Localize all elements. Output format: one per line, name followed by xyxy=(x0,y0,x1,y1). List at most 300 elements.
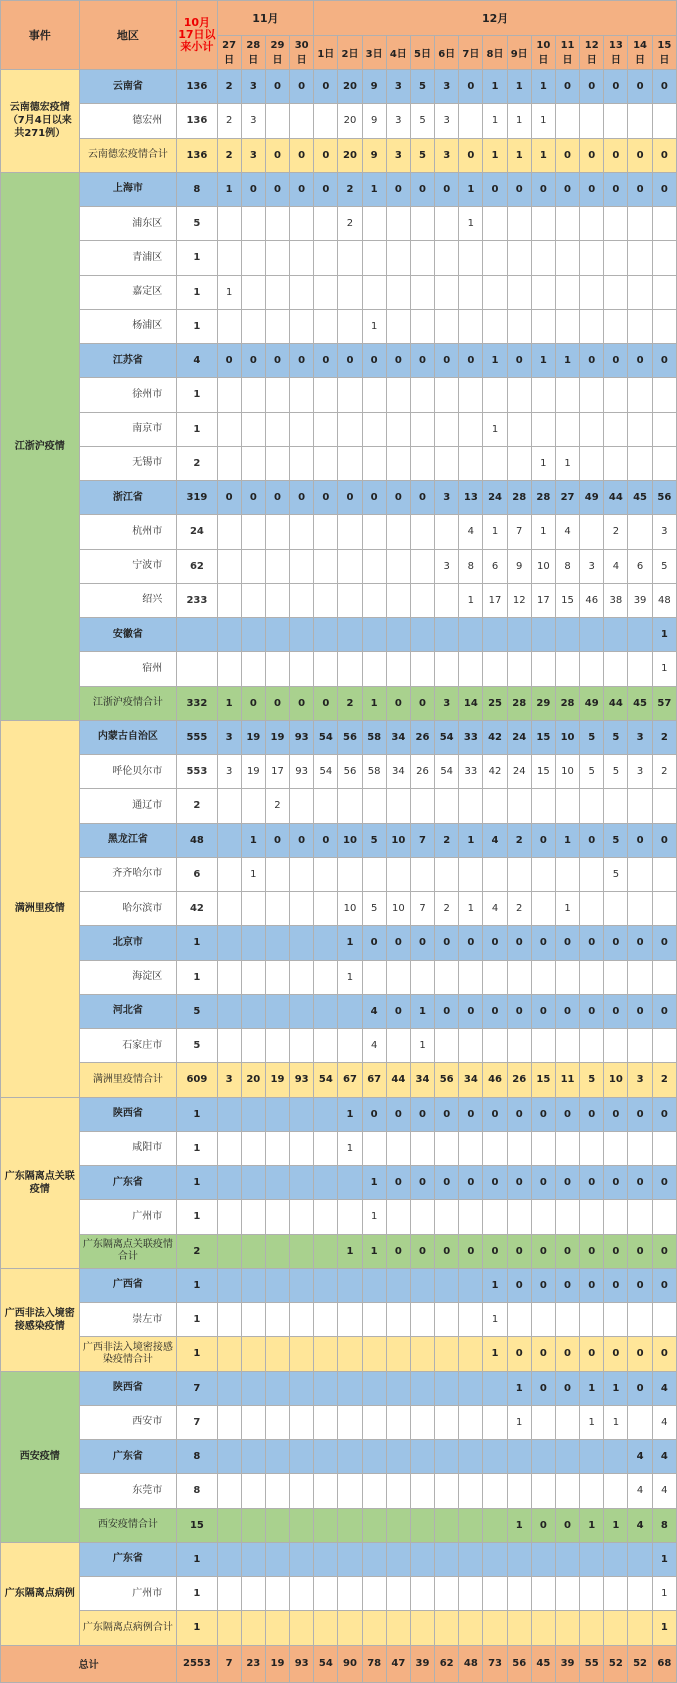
day-value-cell xyxy=(217,1234,241,1268)
day-value-cell xyxy=(459,652,483,686)
day-value-cell: 0 xyxy=(604,172,628,206)
day-value-cell: 1 xyxy=(459,583,483,617)
day-value-cell: 0 xyxy=(459,344,483,378)
day-value-cell xyxy=(217,1611,241,1645)
day-value-cell: 0 xyxy=(604,1337,628,1371)
day-value-cell: 0 xyxy=(459,994,483,1028)
region-label: 云南德宏疫情合计 xyxy=(79,138,177,172)
day-value-cell: 3 xyxy=(386,70,410,104)
day-value-cell xyxy=(507,1474,531,1508)
day-value-cell xyxy=(555,378,579,412)
day-value-cell: 1 xyxy=(459,892,483,926)
day-value-cell: 3 xyxy=(241,104,265,138)
day-value-cell: 0 xyxy=(459,1234,483,1268)
city-row xyxy=(1,1577,677,1611)
day-value-cell: 0 xyxy=(531,1097,555,1131)
day-value-cell: 4 xyxy=(628,1508,652,1542)
day-value-cell xyxy=(265,1097,289,1131)
region-label: 江苏省 xyxy=(79,344,177,378)
day-value-cell xyxy=(217,1200,241,1234)
day-value-cell: 58 xyxy=(362,755,386,789)
subtotal-cell: 1 xyxy=(177,1097,217,1131)
day-value-cell xyxy=(459,1440,483,1474)
day-value-cell xyxy=(314,207,338,241)
day-value-cell xyxy=(459,618,483,652)
day-value-cell: 10 xyxy=(555,720,579,754)
day-value-cell: 0 xyxy=(580,1268,604,1302)
day-value-cell xyxy=(459,1268,483,1302)
day-value-cell xyxy=(217,960,241,994)
total-day-cell: 52 xyxy=(604,1645,628,1682)
day-value-cell xyxy=(241,1097,265,1131)
day-value-cell xyxy=(217,994,241,1028)
day-value-cell xyxy=(555,309,579,343)
day-value-cell xyxy=(241,1029,265,1063)
day-value-cell: 0 xyxy=(507,1166,531,1200)
day-value-cell xyxy=(362,1542,386,1576)
day-value-cell xyxy=(652,1029,676,1063)
day-value-cell: 1 xyxy=(338,1131,362,1165)
day-value-cell xyxy=(435,789,459,823)
day-value-cell xyxy=(314,549,338,583)
day-value-cell xyxy=(435,1577,459,1611)
day-value-cell: 0 xyxy=(265,481,289,515)
subtotal-cell: 1 xyxy=(177,926,217,960)
day-value-cell xyxy=(314,618,338,652)
day-value-cell: 26 xyxy=(507,1063,531,1097)
day-value-cell: 0 xyxy=(410,1097,434,1131)
day-value-cell: 0 xyxy=(435,926,459,960)
day-value-cell xyxy=(362,1508,386,1542)
province-row xyxy=(1,1542,677,1576)
day-value-cell: 0 xyxy=(507,172,531,206)
day-value-cell xyxy=(265,1440,289,1474)
day-value-cell: 14 xyxy=(459,686,483,720)
subtotal-cell: 1 xyxy=(177,960,217,994)
day-value-cell xyxy=(265,446,289,480)
day-value-cell xyxy=(507,1200,531,1234)
day-value-cell xyxy=(555,1029,579,1063)
day-value-cell xyxy=(435,412,459,446)
day-value-cell xyxy=(410,1405,434,1439)
day-value-cell: 2 xyxy=(604,515,628,549)
day-value-cell: 1 xyxy=(483,515,507,549)
day-value-cell xyxy=(531,412,555,446)
region-label: 陕西省 xyxy=(79,1097,177,1131)
day-value-cell xyxy=(338,1611,362,1645)
day-value-cell xyxy=(628,1577,652,1611)
day-value-cell xyxy=(410,1303,434,1337)
day-value-cell xyxy=(580,892,604,926)
city-row xyxy=(1,515,677,549)
day-value-cell: 0 xyxy=(555,1508,579,1542)
day-value-cell: 4 xyxy=(362,1029,386,1063)
day-value-cell xyxy=(459,1200,483,1234)
region-label: 西安疫情合计 xyxy=(79,1508,177,1542)
day-value-cell xyxy=(580,1200,604,1234)
day-value-cell: 0 xyxy=(555,1234,579,1268)
day-value-cell xyxy=(217,789,241,823)
day-value-cell: 3 xyxy=(435,70,459,104)
day-value-cell xyxy=(555,207,579,241)
day-value-cell xyxy=(290,1234,314,1268)
day-value-cell: 0 xyxy=(290,70,314,104)
day-value-cell: 0 xyxy=(555,1337,579,1371)
day-value-cell xyxy=(386,549,410,583)
day-value-cell: 19 xyxy=(241,720,265,754)
day-value-cell xyxy=(483,1440,507,1474)
day-value-cell xyxy=(290,1200,314,1234)
day-value-cell xyxy=(531,378,555,412)
day-value-cell: 0 xyxy=(507,344,531,378)
day-value-cell: 0 xyxy=(604,1097,628,1131)
day-value-cell xyxy=(217,1405,241,1439)
day-value-cell xyxy=(580,1474,604,1508)
day-value-cell xyxy=(580,789,604,823)
day-value-cell: 3 xyxy=(217,755,241,789)
day-value-cell xyxy=(604,446,628,480)
region-label: 内蒙古自治区 xyxy=(79,720,177,754)
day-value-cell: 1 xyxy=(555,446,579,480)
day-value-cell xyxy=(241,1405,265,1439)
day-value-cell: 4 xyxy=(628,1440,652,1474)
total-day-cell: 39 xyxy=(410,1645,434,1682)
city-row xyxy=(1,1131,677,1165)
day-value-cell: 2 xyxy=(435,823,459,857)
day-value-cell xyxy=(362,789,386,823)
day-value-cell xyxy=(386,652,410,686)
day-value-cell xyxy=(555,1200,579,1234)
day-value-cell xyxy=(386,1405,410,1439)
subtotal-cell: 136 xyxy=(177,104,217,138)
day-value-cell: 5 xyxy=(410,104,434,138)
day-value-cell: 1 xyxy=(531,446,555,480)
province-row xyxy=(1,70,677,104)
day-value-cell xyxy=(338,1303,362,1337)
day-value-cell xyxy=(531,309,555,343)
day-value-cell: 39 xyxy=(628,583,652,617)
day-value-cell xyxy=(580,309,604,343)
day-value-cell: 5 xyxy=(580,1063,604,1097)
day-value-cell xyxy=(241,378,265,412)
day-value-cell xyxy=(507,412,531,446)
province-row xyxy=(1,1440,677,1474)
day-value-cell: 0 xyxy=(507,1268,531,1302)
day-value-cell: 5 xyxy=(410,70,434,104)
day-value-cell xyxy=(531,275,555,309)
city-row xyxy=(1,104,677,138)
day-value-cell xyxy=(217,207,241,241)
day-value-cell: 1 xyxy=(555,892,579,926)
day-value-cell: 0 xyxy=(362,926,386,960)
day-value-cell xyxy=(628,1542,652,1576)
day-value-cell xyxy=(580,1029,604,1063)
day-value-cell: 17 xyxy=(531,583,555,617)
day-value-cell xyxy=(555,1474,579,1508)
day-value-cell xyxy=(265,652,289,686)
day-value-cell xyxy=(314,241,338,275)
subtotal-cell: 1 xyxy=(177,1166,217,1200)
day-value-cell: 0 xyxy=(580,344,604,378)
day-value-cell xyxy=(628,1405,652,1439)
day-value-cell xyxy=(580,1577,604,1611)
day-value-cell xyxy=(290,1508,314,1542)
day-value-cell: 0 xyxy=(386,344,410,378)
day-value-cell: 0 xyxy=(386,172,410,206)
day-value-cell xyxy=(217,378,241,412)
day-value-cell xyxy=(290,1611,314,1645)
day-value-cell xyxy=(555,789,579,823)
day-value-cell xyxy=(604,1474,628,1508)
header-event: 事件 xyxy=(1,1,80,70)
day-value-cell xyxy=(628,789,652,823)
day-value-cell xyxy=(386,1542,410,1576)
day-value-cell: 0 xyxy=(362,344,386,378)
day-value-cell xyxy=(217,926,241,960)
day-value-cell xyxy=(338,446,362,480)
day-value-cell: 1 xyxy=(507,1508,531,1542)
day-value-cell: 38 xyxy=(604,583,628,617)
total-day-cell: 68 xyxy=(652,1645,676,1682)
day-value-cell: 2 xyxy=(338,207,362,241)
day-value-cell: 0 xyxy=(386,686,410,720)
day-value-cell: 0 xyxy=(338,344,362,378)
day-value-cell: 0 xyxy=(217,344,241,378)
day-value-cell xyxy=(265,857,289,891)
day-value-cell: 0 xyxy=(241,172,265,206)
subtotal-cell: 7 xyxy=(177,1405,217,1439)
day-value-cell xyxy=(241,1131,265,1165)
day-value-cell: 3 xyxy=(628,1063,652,1097)
day-value-cell xyxy=(652,104,676,138)
day-value-cell: 4 xyxy=(604,549,628,583)
day-value-cell xyxy=(580,857,604,891)
day-value-cell: 49 xyxy=(580,481,604,515)
day-value-cell xyxy=(265,1508,289,1542)
day-value-cell xyxy=(314,1577,338,1611)
day-value-cell xyxy=(386,207,410,241)
day-value-cell: 10 xyxy=(531,549,555,583)
day-value-cell xyxy=(362,1337,386,1371)
day-value-cell xyxy=(265,378,289,412)
day-value-cell: 17 xyxy=(483,583,507,617)
province-row xyxy=(1,1166,677,1200)
day-value-cell xyxy=(314,652,338,686)
day-value-cell: 8 xyxy=(459,549,483,583)
city-row xyxy=(1,1405,677,1439)
day-value-cell: 6 xyxy=(483,549,507,583)
day-value-cell xyxy=(459,275,483,309)
day-value-cell: 2 xyxy=(338,172,362,206)
day-value-cell xyxy=(217,1474,241,1508)
header-day: 5日 xyxy=(410,36,434,70)
day-value-cell xyxy=(290,1542,314,1576)
day-value-cell: 3 xyxy=(241,138,265,172)
day-value-cell xyxy=(386,1303,410,1337)
province-row xyxy=(1,618,677,652)
subtotal-cell: 2 xyxy=(177,789,217,823)
day-value-cell xyxy=(628,652,652,686)
day-value-cell xyxy=(241,960,265,994)
total-day-cell: 55 xyxy=(580,1645,604,1682)
day-value-cell xyxy=(265,412,289,446)
day-value-cell: 0 xyxy=(507,1097,531,1131)
subtotal-cell: 1 xyxy=(177,1200,217,1234)
day-value-cell: 0 xyxy=(628,1234,652,1268)
day-value-cell xyxy=(435,1131,459,1165)
day-value-cell: 1 xyxy=(555,823,579,857)
region-label: 徐州市 xyxy=(79,378,177,412)
day-value-cell: 9 xyxy=(507,549,531,583)
day-value-cell xyxy=(217,241,241,275)
day-value-cell xyxy=(362,618,386,652)
day-value-cell: 0 xyxy=(531,1508,555,1542)
region-label: 宿州 xyxy=(79,652,177,686)
day-value-cell: 1 xyxy=(507,104,531,138)
day-value-cell xyxy=(362,960,386,994)
day-value-cell: 1 xyxy=(483,1337,507,1371)
day-value-cell xyxy=(314,275,338,309)
province-row xyxy=(1,1371,677,1405)
day-value-cell: 10 xyxy=(338,823,362,857)
day-value-cell: 0 xyxy=(386,926,410,960)
total-day-cell: 62 xyxy=(435,1645,459,1682)
header-day: 27日 xyxy=(217,36,241,70)
day-value-cell: 0 xyxy=(555,926,579,960)
day-value-cell: 0 xyxy=(435,1166,459,1200)
subtotal-cell: 8 xyxy=(177,1440,217,1474)
day-value-cell: 1 xyxy=(604,1508,628,1542)
day-value-cell xyxy=(435,1337,459,1371)
total-day-cell: 78 xyxy=(362,1645,386,1682)
day-value-cell: 0 xyxy=(628,1097,652,1131)
day-value-cell: 0 xyxy=(628,172,652,206)
day-value-cell xyxy=(290,857,314,891)
day-value-cell: 0 xyxy=(241,686,265,720)
day-value-cell: 1 xyxy=(338,926,362,960)
day-value-cell: 0 xyxy=(265,138,289,172)
day-value-cell xyxy=(362,1611,386,1645)
day-value-cell: 5 xyxy=(604,720,628,754)
day-value-cell xyxy=(338,275,362,309)
day-value-cell: 1 xyxy=(483,1268,507,1302)
day-value-cell xyxy=(386,1131,410,1165)
day-value-cell: 0 xyxy=(290,481,314,515)
day-value-cell xyxy=(217,549,241,583)
day-value-cell xyxy=(435,1371,459,1405)
day-value-cell: 26 xyxy=(410,755,434,789)
day-value-cell: 1 xyxy=(652,1577,676,1611)
day-value-cell xyxy=(459,1337,483,1371)
day-value-cell xyxy=(459,1577,483,1611)
day-value-cell xyxy=(531,1303,555,1337)
day-value-cell: 20 xyxy=(338,104,362,138)
day-value-cell xyxy=(531,1611,555,1645)
day-value-cell xyxy=(507,1029,531,1063)
day-value-cell xyxy=(483,618,507,652)
day-value-cell xyxy=(507,857,531,891)
day-value-cell xyxy=(604,207,628,241)
day-value-cell xyxy=(410,1611,434,1645)
subtotal-cell: 2 xyxy=(177,1234,217,1268)
subtotal-cell: 609 xyxy=(177,1063,217,1097)
day-value-cell xyxy=(265,583,289,617)
day-value-cell xyxy=(386,618,410,652)
event-label: 云南德宏疫情（7月4日以来共271例） xyxy=(1,70,80,173)
day-value-cell xyxy=(531,1542,555,1576)
day-value-cell xyxy=(628,446,652,480)
day-value-cell xyxy=(483,1200,507,1234)
day-value-cell: 15 xyxy=(555,583,579,617)
summary-row xyxy=(1,138,677,172)
day-value-cell: 1 xyxy=(483,104,507,138)
day-value-cell: 1 xyxy=(217,275,241,309)
subtotal-cell: 233 xyxy=(177,583,217,617)
day-value-cell: 28 xyxy=(555,686,579,720)
day-value-cell xyxy=(410,1542,434,1576)
day-value-cell: 7 xyxy=(410,823,434,857)
day-value-cell xyxy=(314,1371,338,1405)
day-value-cell xyxy=(217,1440,241,1474)
region-label: 广州市 xyxy=(79,1200,177,1234)
day-value-cell: 0 xyxy=(580,70,604,104)
day-value-cell xyxy=(628,1131,652,1165)
day-value-cell: 1 xyxy=(241,857,265,891)
day-value-cell xyxy=(507,618,531,652)
day-value-cell: 93 xyxy=(290,720,314,754)
total-day-cell: 56 xyxy=(507,1645,531,1682)
day-value-cell xyxy=(435,1029,459,1063)
day-value-cell xyxy=(555,857,579,891)
day-value-cell: 5 xyxy=(604,823,628,857)
day-value-cell xyxy=(483,1131,507,1165)
day-value-cell xyxy=(410,1577,434,1611)
day-value-cell xyxy=(507,1542,531,1576)
total-day-cell: 93 xyxy=(290,1645,314,1682)
day-value-cell xyxy=(652,309,676,343)
region-label: 海淀区 xyxy=(79,960,177,994)
day-value-cell: 1 xyxy=(652,1611,676,1645)
day-value-cell xyxy=(628,1200,652,1234)
event-label: 广西非法入境密接感染疫情 xyxy=(1,1268,80,1371)
day-value-cell: 93 xyxy=(290,1063,314,1097)
day-value-cell: 44 xyxy=(386,1063,410,1097)
day-value-cell: 3 xyxy=(435,104,459,138)
day-value-cell xyxy=(241,926,265,960)
day-value-cell: 0 xyxy=(628,70,652,104)
day-value-cell xyxy=(386,857,410,891)
day-value-cell xyxy=(265,994,289,1028)
day-value-cell: 3 xyxy=(580,549,604,583)
day-value-cell xyxy=(265,241,289,275)
region-label: 满洲里疫情合计 xyxy=(79,1063,177,1097)
day-value-cell xyxy=(241,1474,265,1508)
day-value-cell xyxy=(386,1371,410,1405)
day-value-cell xyxy=(290,104,314,138)
day-value-cell xyxy=(410,652,434,686)
subtotal-cell: 1 xyxy=(177,1131,217,1165)
region-label: 呼伦贝尔市 xyxy=(79,755,177,789)
day-value-cell xyxy=(290,583,314,617)
day-value-cell: 27 xyxy=(555,481,579,515)
day-value-cell: 0 xyxy=(290,172,314,206)
day-value-cell xyxy=(217,1029,241,1063)
region-label: 广西非法入境密接感染疫情合计 xyxy=(79,1337,177,1371)
subtotal-cell: 1 xyxy=(177,1542,217,1576)
region-label: 云南省 xyxy=(79,70,177,104)
day-value-cell xyxy=(338,1200,362,1234)
day-value-cell: 0 xyxy=(555,994,579,1028)
